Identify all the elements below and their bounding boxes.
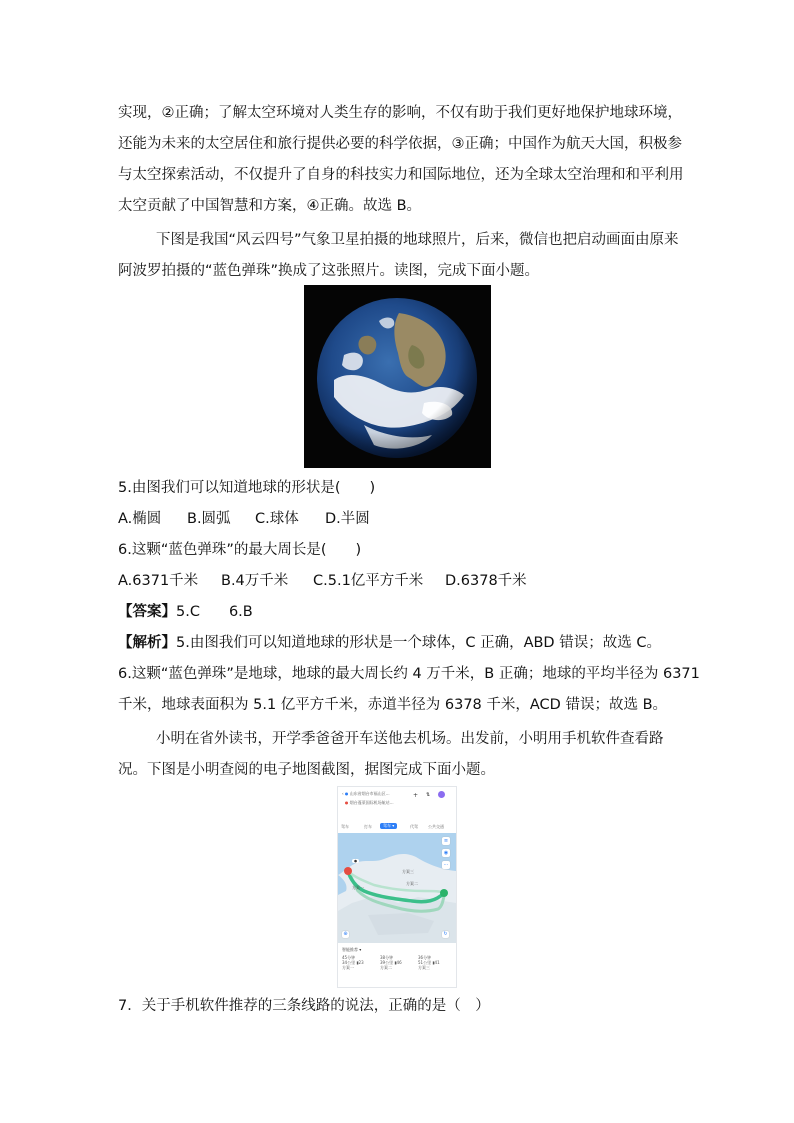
analysis-label: 【解析】 (118, 635, 176, 651)
analysis-text: 5.由图我们可以知道地球的形状是一个球体，C 正确，ABD 错误；故选 C。 (176, 635, 661, 651)
back-icon[interactable]: ‹ (342, 791, 344, 796)
paragraph-line: 实现，②正确；了解太空环境对人类生存的影响，不仅有助于我们更好地保护地球环境， (118, 105, 682, 121)
intro-paragraph-line: 况。下图是小明查阅的电子地图截图，据图完成下面小题。 (118, 762, 495, 778)
route-option-3[interactable]: 36分钟 51公里 ▮41 方案三 (418, 955, 440, 970)
option-a: A.6371千米 (118, 573, 199, 589)
intro-paragraph-line: 下图是我国“风云四号”气象卫星拍摄的地球照片，后来，微信也把启动画面由原来 (156, 232, 679, 248)
intro-paragraph-line: 阿波罗拍摄的“蓝色弹珠”换成了这张照片。读图，完成下面小题。 (118, 263, 540, 279)
start-callout: ● (354, 859, 358, 863)
route-header (338, 787, 456, 821)
route-option-2[interactable]: 38分钟 39公里 ▮46 方案二 (380, 955, 402, 970)
question-5-stem: 5.由图我们可以知道地球的形状是( ) (118, 480, 376, 496)
route-label-2: 方案二 (406, 881, 418, 886)
question-7-stem: 7．关于手机软件推荐的三条线路的说法，正确的是（ ） (118, 998, 490, 1014)
map-canvas[interactable] (338, 833, 456, 943)
origin-field[interactable]: 山东省烟台市福山区… (349, 791, 390, 796)
route-label-3: 方案三 (402, 869, 414, 874)
answer-text: 5.C 6.B (176, 604, 253, 620)
assistant-icon[interactable] (438, 791, 445, 798)
destination-dot-icon: ● (344, 800, 349, 805)
option-c: C.球体 (255, 511, 299, 527)
analysis-line: 千米，地球表面积为 5.1 亿平方千米，赤道半径为 6378 千米，ACD 错误；故选 B。 (118, 697, 668, 713)
paragraph-line: 与太空探索活动，不仅提升了自身的科技实力和国际地位，还为全球太空治理和和平利用 (118, 167, 684, 183)
refresh-icon[interactable]: ↻ (443, 931, 448, 937)
route-option-1[interactable]: 45分钟 34公里 ▮23 方案一 (342, 955, 364, 970)
tab-chauffeur[interactable]: 代驾 (410, 824, 418, 829)
analysis-line (118, 628, 678, 659)
answer-line (118, 597, 678, 628)
swap-icon[interactable]: ⇅ (426, 792, 431, 798)
analysis-line: 6.这颗“蓝色弹珠”是地球，地球的最大周长约 4 万千米，B 正确；地球的平均半径为 6371 (118, 666, 700, 682)
option-c: C.5.1亿平方千米 (313, 573, 424, 589)
paragraph-line: 太空贡献了中国智慧和方案，④正确。故选 B。 (118, 198, 422, 214)
tab-driving[interactable]: 驾车 (341, 824, 349, 829)
answer-label: 【答案】 (118, 604, 176, 620)
question-6-options (118, 566, 678, 597)
recommendation-sort[interactable]: 智能推荐 ▾ (342, 947, 362, 952)
option-b: B.4万千米 (221, 573, 289, 589)
option-d: D.半圆 (325, 511, 370, 527)
question-6-stem: 6.这颗“蓝色弹珠”的最大周长是( ) (118, 542, 362, 558)
earth-photo (304, 285, 491, 468)
question-5-options (118, 504, 678, 535)
route-label-1: 方案一 (352, 885, 364, 890)
traffic-icon[interactable]: ◉ (443, 850, 449, 856)
destination-field[interactable]: 烟台蓬莱国际机场航站… (349, 800, 394, 805)
layers-icon[interactable]: ≡ (443, 838, 449, 844)
route-options-panel (338, 943, 456, 987)
tab-public-transit[interactable]: 公共交通 (428, 824, 444, 829)
paragraph-line: 还能为未来的太空居住和旅行提供必要的科学依据，③正确；中国作为航天大国，积极参 (118, 136, 682, 152)
option-b: B.圆弧 (187, 511, 231, 527)
add-stop-icon[interactable]: + (413, 792, 419, 799)
more-icon[interactable]: ⋯ (443, 862, 449, 868)
intro-paragraph-line: 小明在省外读书，开学季爸爸开车送他去机场。出发前，小明用手机软件查看路 (156, 731, 664, 747)
option-a: A.椭圆 (118, 511, 162, 527)
map-screenshot (337, 786, 457, 988)
tab-taxi[interactable]: 打车 (364, 824, 372, 829)
option-d: D.6378千米 (445, 573, 527, 589)
tab-driving-active[interactable]: 驾车 ▾ (380, 823, 397, 829)
origin-dot-icon: ● (344, 791, 349, 796)
locate-icon[interactable]: ⊕ (343, 931, 348, 937)
